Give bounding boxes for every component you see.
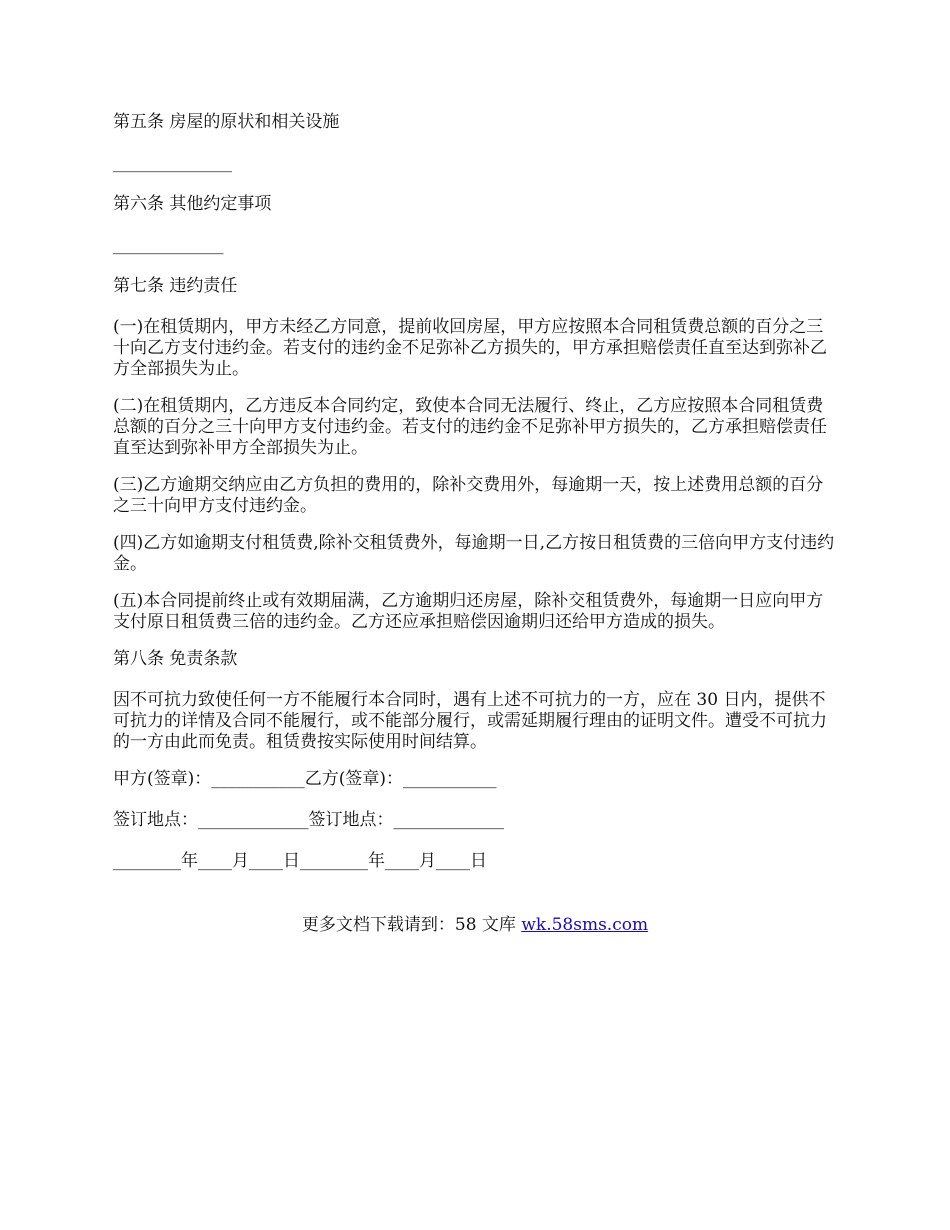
footer-link[interactable]: wk.58sms.com	[521, 915, 649, 935]
footer	[0, 915, 950, 936]
article-6-blank: _____________	[113, 235, 224, 255]
footer-text: 更多文档下载请到：58 文库	[301, 915, 522, 935]
signing-place-row: 签订地点：_____________签订地点：_____________	[113, 810, 504, 830]
article-8-title: 第八条 免责条款	[113, 649, 238, 669]
document-body	[113, 112, 838, 892]
article-7-title: 第七条 违约责任	[113, 276, 238, 296]
article-7-item-5: (五)本合同提前终止或有效期届满，乙方逾期归还房屋，除补交租赁费外，每逾期一日应向甲方支付原日租赁费三倍的违约金。乙方还应承担赔偿因逾期归还给甲方造成的损失。	[113, 591, 824, 632]
article-6-title: 第六条 其他约定事项	[113, 194, 272, 214]
article-7-item-1: (一)在租赁期内，甲方未经乙方同意，提前收回房屋，甲方应按照本合同租赁费总额的百分之三十向乙方支付违约金。若支付的违约金不足弥补乙方损失的，甲方承担赔偿责任直至达到弥补乙方全部损失为止。	[113, 317, 827, 379]
article-7-item-4: (四)乙方如逾期支付租赁费,除补交租赁费外，每逾期一日,乙方按日租赁费的三倍向甲方支付违约金。	[113, 533, 835, 574]
article-7-item-2: (二)在租赁期内，乙方违反本合同约定，致使本合同无法履行、终止，乙方应按照本合同租赁费总额的百分之三十向甲方支付违约金。若支付的违约金不足弥补甲方损失的，乙方承担赔偿责任直至达到弥补甲方全部损失为止。	[113, 396, 827, 458]
signature-row: 甲方(签章)：___________乙方(签章)：___________	[113, 769, 497, 789]
article-5-title: 第五条 房屋的原状和相关设施	[113, 112, 340, 132]
article-7-item-3: (三)乙方逾期交纳应由乙方负担的费用的，除补交费用外，每逾期一天，按上述费用总额的百分之三十向甲方支付违约金。	[113, 475, 824, 516]
article-5-blank: ______________	[113, 153, 232, 173]
date-row: ________年____月____日________年____月____日	[113, 851, 487, 871]
article-8-body: 因不可抗力致使任何一方不能履行本合同时，遇有上述不可抗力的一方，应在 30 日内，提供不可抗力的详情及合同不能履行，或不能部分履行，或需延期履行理由的证明文件。遭受不可抗力的一方由此而免责。租赁费按实际使用时间结算。	[113, 690, 827, 752]
